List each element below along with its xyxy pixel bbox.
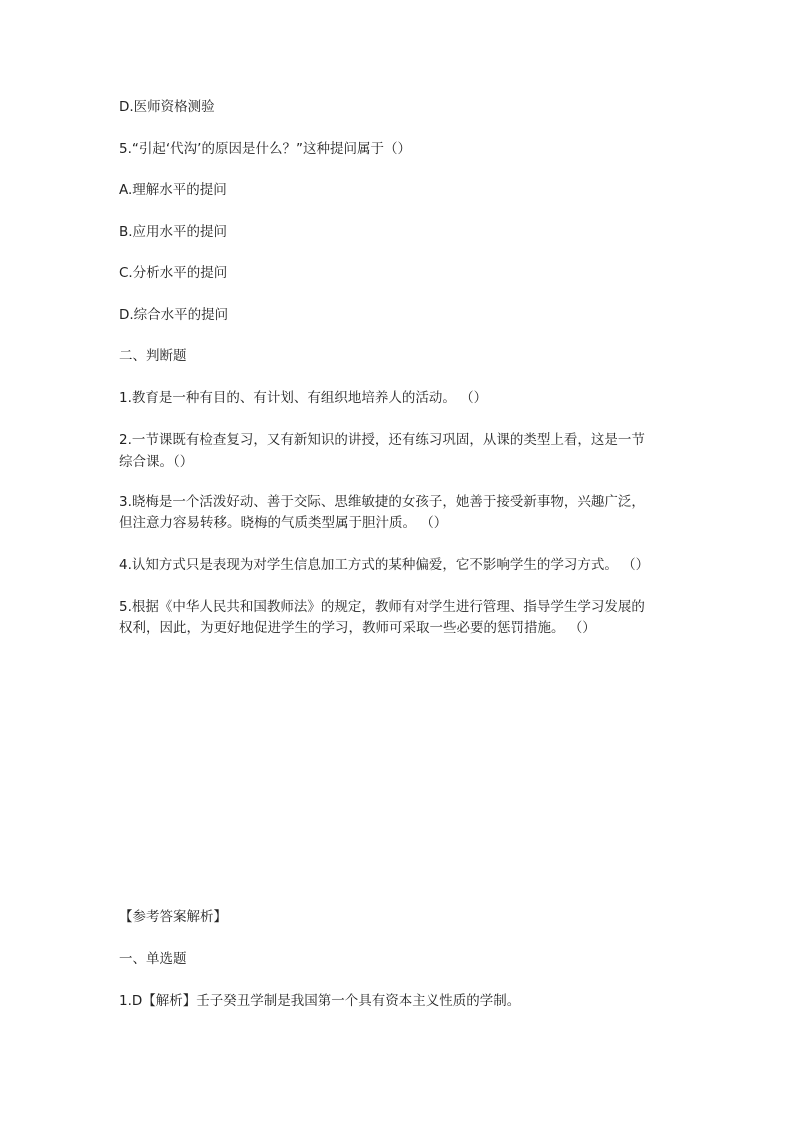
q5-option-d: D.综合水平的提问 [119, 307, 229, 323]
judgment-item-5: 5.根据《中华人民共和国教师法》的规定，教师有对学生进行管理、指导学生学习发展的 [119, 599, 645, 615]
judgment-item-3: 3.晓梅是一个活泼好动、善于交际、思维敏捷的女孩子，她善于接受新事物，兴趣广泛， [119, 494, 645, 510]
judgment-item-5-cont: 权利，因此，为更好地促进学生的学习，教师可采取一些必要的惩罚措施。 （） [119, 620, 596, 636]
judgment-item-2: 2.一节课既有检查复习，又有新知识的讲授，还有练习巩固，从课的类型上看，这是一节 [119, 432, 645, 448]
q4-option-d: D.医师资格测验 [119, 99, 215, 115]
q5-option-c: C.分析水平的提问 [119, 265, 228, 281]
q5-option-b: B.应用水平的提问 [119, 224, 228, 240]
answers-heading: 【参考答案解析】 [119, 909, 227, 925]
q5-stem: 5.“引起‘代沟’的原因是什么？”这种提问属于（） [119, 141, 411, 157]
q5-option-a: A.理解水平的提问 [119, 182, 227, 198]
judgment-section-title: 二、判断题 [119, 348, 187, 364]
judgment-item-2-cont: 综合课。（） [119, 454, 194, 470]
answer-item-1: 1.D【解析】壬子癸丑学制是我国第一个具有资本主义性质的学制。 [119, 993, 521, 1009]
judgment-item-4: 4.认知方式只是表现为对学生信息加工方式的某种偏爱，它不影响学生的学习方式。 （） [119, 557, 650, 573]
judgment-item-3-cont: 但注意力容易转移。晓梅的气质类型属于胆汁质。 （） [119, 515, 448, 531]
judgment-item-1: 1.教育是一种有目的、有计划、有组织地培养人的活动。 （） [119, 390, 488, 406]
answers-section-title: 一、单选题 [119, 951, 187, 967]
